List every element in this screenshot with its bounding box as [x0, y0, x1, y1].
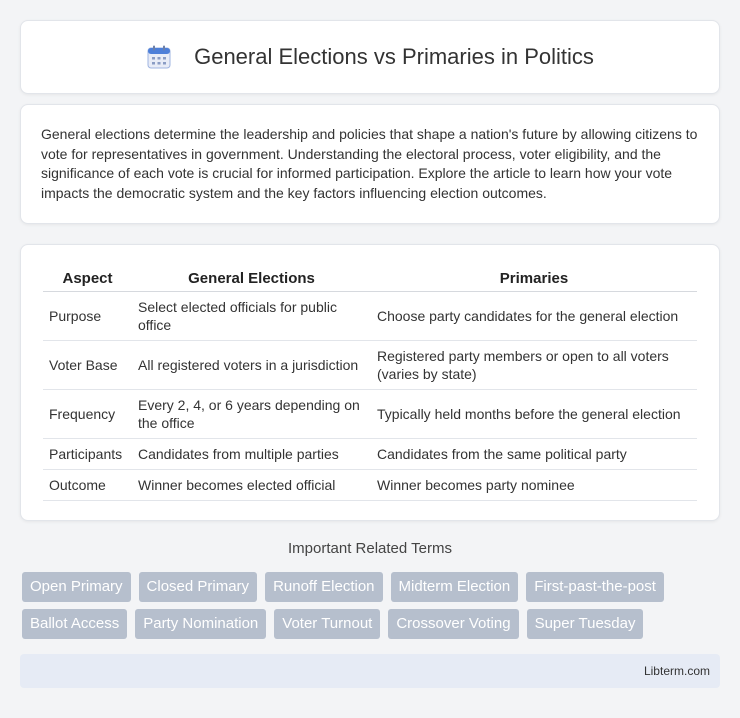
table-cell: Frequency — [43, 390, 132, 439]
table-cell: Every 2, 4, or 6 years depending on the office — [132, 390, 371, 439]
tag-closed-primary[interactable]: Closed Primary — [139, 572, 258, 602]
comparison-table-card — [20, 244, 720, 521]
related-terms-section — [0, 540, 740, 570]
tag-runoff-election[interactable]: Runoff Election — [265, 572, 382, 602]
table-cell: Choose party candidates for the general election — [371, 292, 697, 341]
table-cell: Select elected officials for public office — [132, 292, 371, 341]
table-cell: Winner becomes elected official — [132, 470, 371, 501]
table-row — [43, 292, 697, 341]
header-card — [20, 20, 720, 94]
column-header: Aspect — [43, 265, 132, 292]
table-cell: Candidates from the same political party — [371, 439, 697, 470]
tag-ballot-access[interactable]: Ballot Access — [22, 609, 127, 639]
table-cell: Registered party members or open to all voters (varies by state) — [371, 341, 697, 390]
table-cell: All registered voters in a jurisdiction — [132, 341, 371, 390]
tag-midterm-election[interactable]: Midterm Election — [391, 572, 519, 602]
tag-first-past-the-post[interactable]: First-past-the-post — [526, 572, 664, 602]
tag-open-primary[interactable]: Open Primary — [22, 572, 131, 602]
footer-site-link[interactable]: Libterm.com — [643, 664, 710, 678]
table-row — [43, 470, 697, 501]
table-cell: Voter Base — [43, 341, 132, 390]
tag-party-nomination[interactable]: Party Nomination — [135, 609, 266, 639]
table-cell: Purpose — [43, 292, 132, 341]
column-header: General Elections — [132, 265, 371, 292]
table-cell: Winner becomes party nominee — [371, 470, 697, 501]
intro-card — [20, 104, 720, 224]
tag-crossover-voting[interactable]: Crossover Voting — [388, 609, 518, 639]
related-terms-title: Important Related Terms — [288, 540, 452, 557]
comparison-table — [43, 265, 697, 501]
column-header: Primaries — [371, 265, 697, 292]
table-cell: Participants — [43, 439, 132, 470]
tag-super-tuesday[interactable]: Super Tuesday — [527, 609, 644, 639]
calendar-icon — [146, 44, 172, 70]
table-header-row — [43, 265, 697, 292]
intro-text: General elections determine the leadership and policies that shape a nation's future by allowing citizens to vote for representatives in government. Understanding the electoral process, voter eligibility, and the significance of each vote is crucial for informed participation. Explore the article to learn how your vote impacts the democratic system and the key factors influencing election outcomes. — [41, 126, 698, 201]
table-cell: Candidates from multiple parties — [132, 439, 371, 470]
tag-voter-turnout[interactable]: Voter Turnout — [274, 609, 380, 639]
footer — [20, 654, 720, 688]
table-row — [43, 390, 697, 439]
related-tags — [22, 572, 722, 646]
table-row — [43, 439, 697, 470]
table-row — [43, 341, 697, 390]
table-cell: Typically held months before the general election — [371, 390, 697, 439]
page-title: General Elections vs Primaries in Politics — [194, 44, 594, 69]
table-cell: Outcome — [43, 470, 132, 501]
